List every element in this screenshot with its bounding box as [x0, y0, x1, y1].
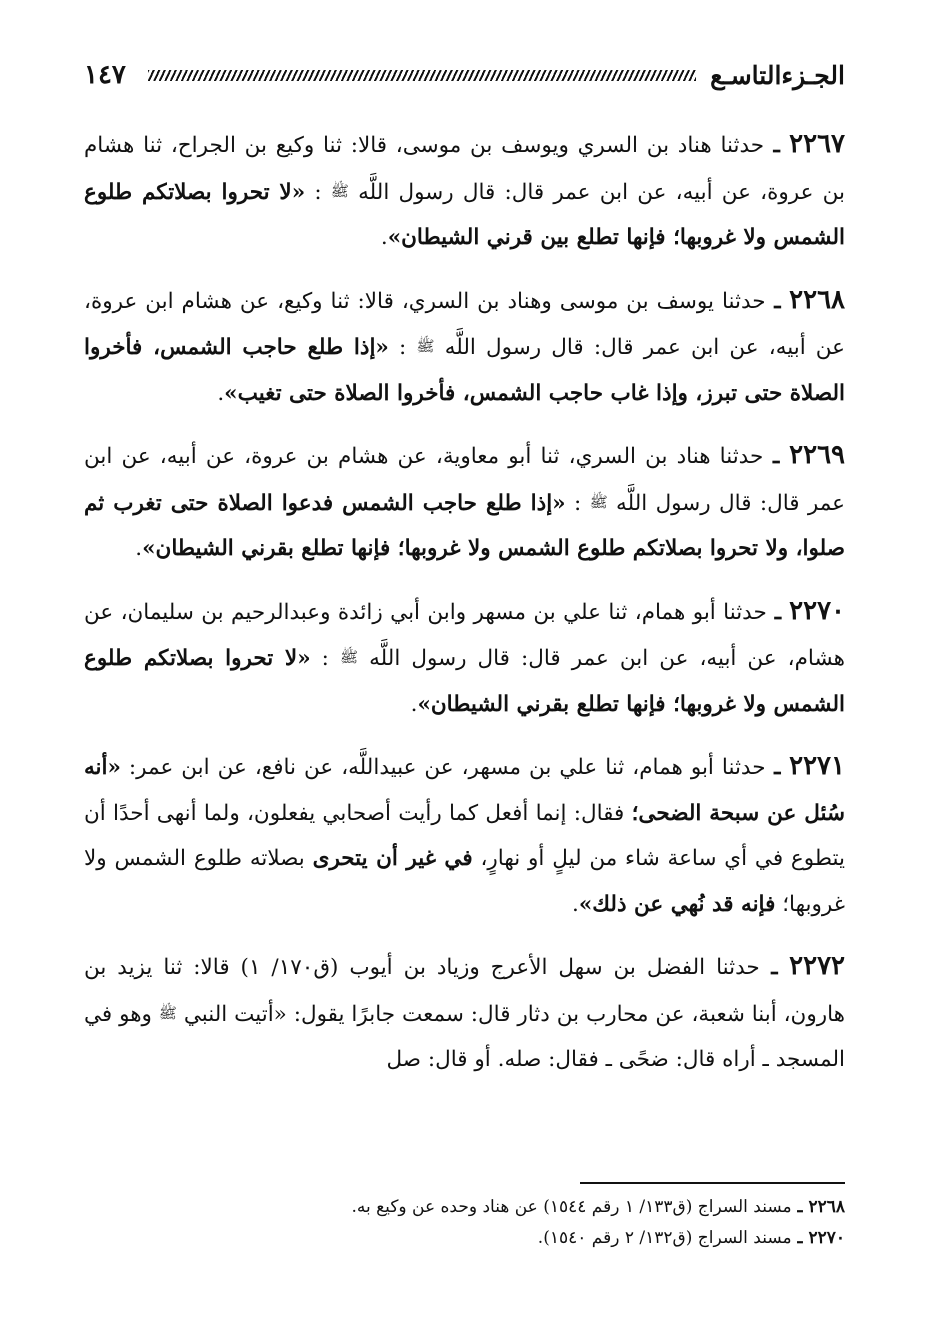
hadith-paragraph — [84, 433, 845, 572]
hadith-number: ٢٢٦٧ — [789, 129, 845, 159]
dash: ـ — [763, 444, 790, 469]
hadith-paragraph — [84, 944, 845, 1083]
footnote — [84, 1223, 845, 1254]
hadith-text: فقال: إنما أفعل كما رأيت أصحابي يفعلون، ولما أنهى أحدًا أن يتطوع في أي ساعة شاء من ليلٍ أو نهارٍ، — [84, 800, 845, 871]
dash: ـ — [759, 955, 790, 980]
footnote-number: ٢٢٧٠ — [808, 1228, 845, 1248]
page-number: ١٤٧ — [84, 60, 126, 90]
separator: : — [310, 646, 340, 671]
hadith-text: بصلاته طلوع الشمس ولا غروبها؛ — [84, 846, 845, 917]
footnote — [84, 1192, 845, 1223]
hadith-quote: «لا تحروا بصلاتكم طلوع الشمس ولا غروبها؛ فإنها تطلع بين قرني الشيطان» — [84, 179, 845, 250]
tail: . — [380, 225, 388, 250]
hadith-quote: «لا تحروا بصلاتكم طلوع الشمس ولا غروبها؛ فإنها تطلع بقرني الشيطان» — [84, 646, 845, 717]
hadith-number: ٢٢٧٠ — [789, 595, 845, 626]
hadith-number: ٢٢٦٨ — [789, 284, 845, 315]
dash: ـ — [765, 288, 790, 314]
hadith-quote: «إذا طلع حاجب الشمس، فأخروا الصلاة حتى تبرز، وإذا غاب حاجب الشمس، فأخروا الصلاة حتى تغيب» — [84, 335, 845, 406]
separator: : — [388, 335, 417, 360]
dash: ـ — [766, 599, 790, 625]
hadith-chain: حدثنا أبو همام، ثنا علي بن مسهر وابن أبي زائدة وعبدالرحيم بن سليمان، عن هشام، عن أبيه، عن ابن عمر قال: قال رسول اللَّه — [84, 599, 845, 671]
hadith-paragraph — [84, 744, 845, 927]
hadith-chain: حدثنا هناد بن السري ويوسف بن موسى، قالا: ثنا وكيع بن الجراح، ثنا هشام بن عروة، عن أبيه، عن ابن عمر قال: قال رسول اللَّه — [84, 133, 845, 205]
hadith-quote: «إذا طلع حاجب الشمس فدعوا الصلاة حتى تغرب ثم صلوا، ولا تحروا بصلاتكم طلوع الشمس ولا غروبها؛ فإنها تطلع بقرني الشيطان» — [84, 490, 845, 561]
dash: ـ — [764, 133, 790, 158]
hadith-chain: حدثنا هناد بن السري، ثنا أبو معاوية، عن هشام بن عروة، عن أبيه، عن ابن عمر قال: قال رسول اللَّه — [84, 444, 845, 516]
hadith-quote: «أنه سُئل عن سبحة الضحى؛ — [84, 755, 845, 826]
footnote-separator — [580, 1182, 845, 1184]
separator: : — [565, 490, 590, 516]
footnote-text: مسند السراج (ق١٣٣/ ١ رقم ١٥٤٤) عن هناد وحده عن وكيع به. — [351, 1197, 792, 1217]
hadith-paragraph — [84, 589, 845, 728]
tail: . — [572, 891, 579, 917]
hadith-number: ٢٢٦٩ — [789, 440, 845, 470]
hadith-text: وهو في المسجد ـ أراه قال: ضحًى ـ فقال: صله. أو قال: صل — [84, 1001, 845, 1072]
footnote-number: ٢٢٦٨ — [808, 1197, 845, 1217]
hadith-quote: فإنه قد نُهي عن ذلك» — [578, 891, 776, 917]
pbuh-glyph: ﷺ — [330, 181, 349, 200]
tail: . — [135, 536, 143, 561]
separator: : — [305, 179, 331, 205]
hadith-paragraph — [84, 122, 845, 261]
pbuh-glyph: ﷺ — [339, 648, 359, 666]
header-decorative-rule — [148, 70, 696, 81]
dash: ـ — [791, 1228, 809, 1248]
pbuh-glyph: ﷺ — [589, 492, 608, 511]
dash: ـ — [791, 1197, 809, 1217]
tail: . — [410, 691, 418, 717]
dash: ـ — [765, 755, 790, 780]
hadith-number: ٢٢٧٢ — [789, 951, 845, 981]
tail: . — [217, 380, 225, 406]
page-body — [84, 122, 845, 1100]
footnotes — [84, 1192, 845, 1254]
hadith-quote: في غير أن يتحرى — [312, 846, 473, 871]
page-header — [84, 55, 845, 95]
pbuh-glyph: ﷺ — [416, 337, 435, 355]
hadith-chain: حدثنا يوسف بن موسى وهناد بن السري، قالا: ثنا وكيع، عن هشام ابن عروة، عن أبيه، عن ابن عمر قال: قال رسول اللَّه — [84, 288, 846, 360]
hadith-number: ٢٢٧١ — [789, 751, 845, 781]
pbuh-glyph: ﷺ — [158, 1003, 177, 1022]
hadith-paragraph — [84, 278, 845, 417]
footnote-text: مسند السراج (ق١٣٢/ ٢ رقم ١٥٤٠). — [537, 1228, 792, 1248]
hadith-chain: حدثنا أبو همام، ثنا علي بن مسهر، عن عبيداللَّه، عن نافع، عن ابن عمر: — [120, 755, 766, 780]
hadith-chain: حدثنا الفضل بن سهل الأعرج وزياد بن أيوب (ق١٧٠/ ١) قالا: ثنا يزيد بن هارون، أبنا شعبة، عن محارب بن دثار قال: سمعت جابرًا يقول: «أتيت النبي — [84, 955, 845, 1027]
volume-title: الجـزءالتاسـع — [710, 60, 845, 90]
